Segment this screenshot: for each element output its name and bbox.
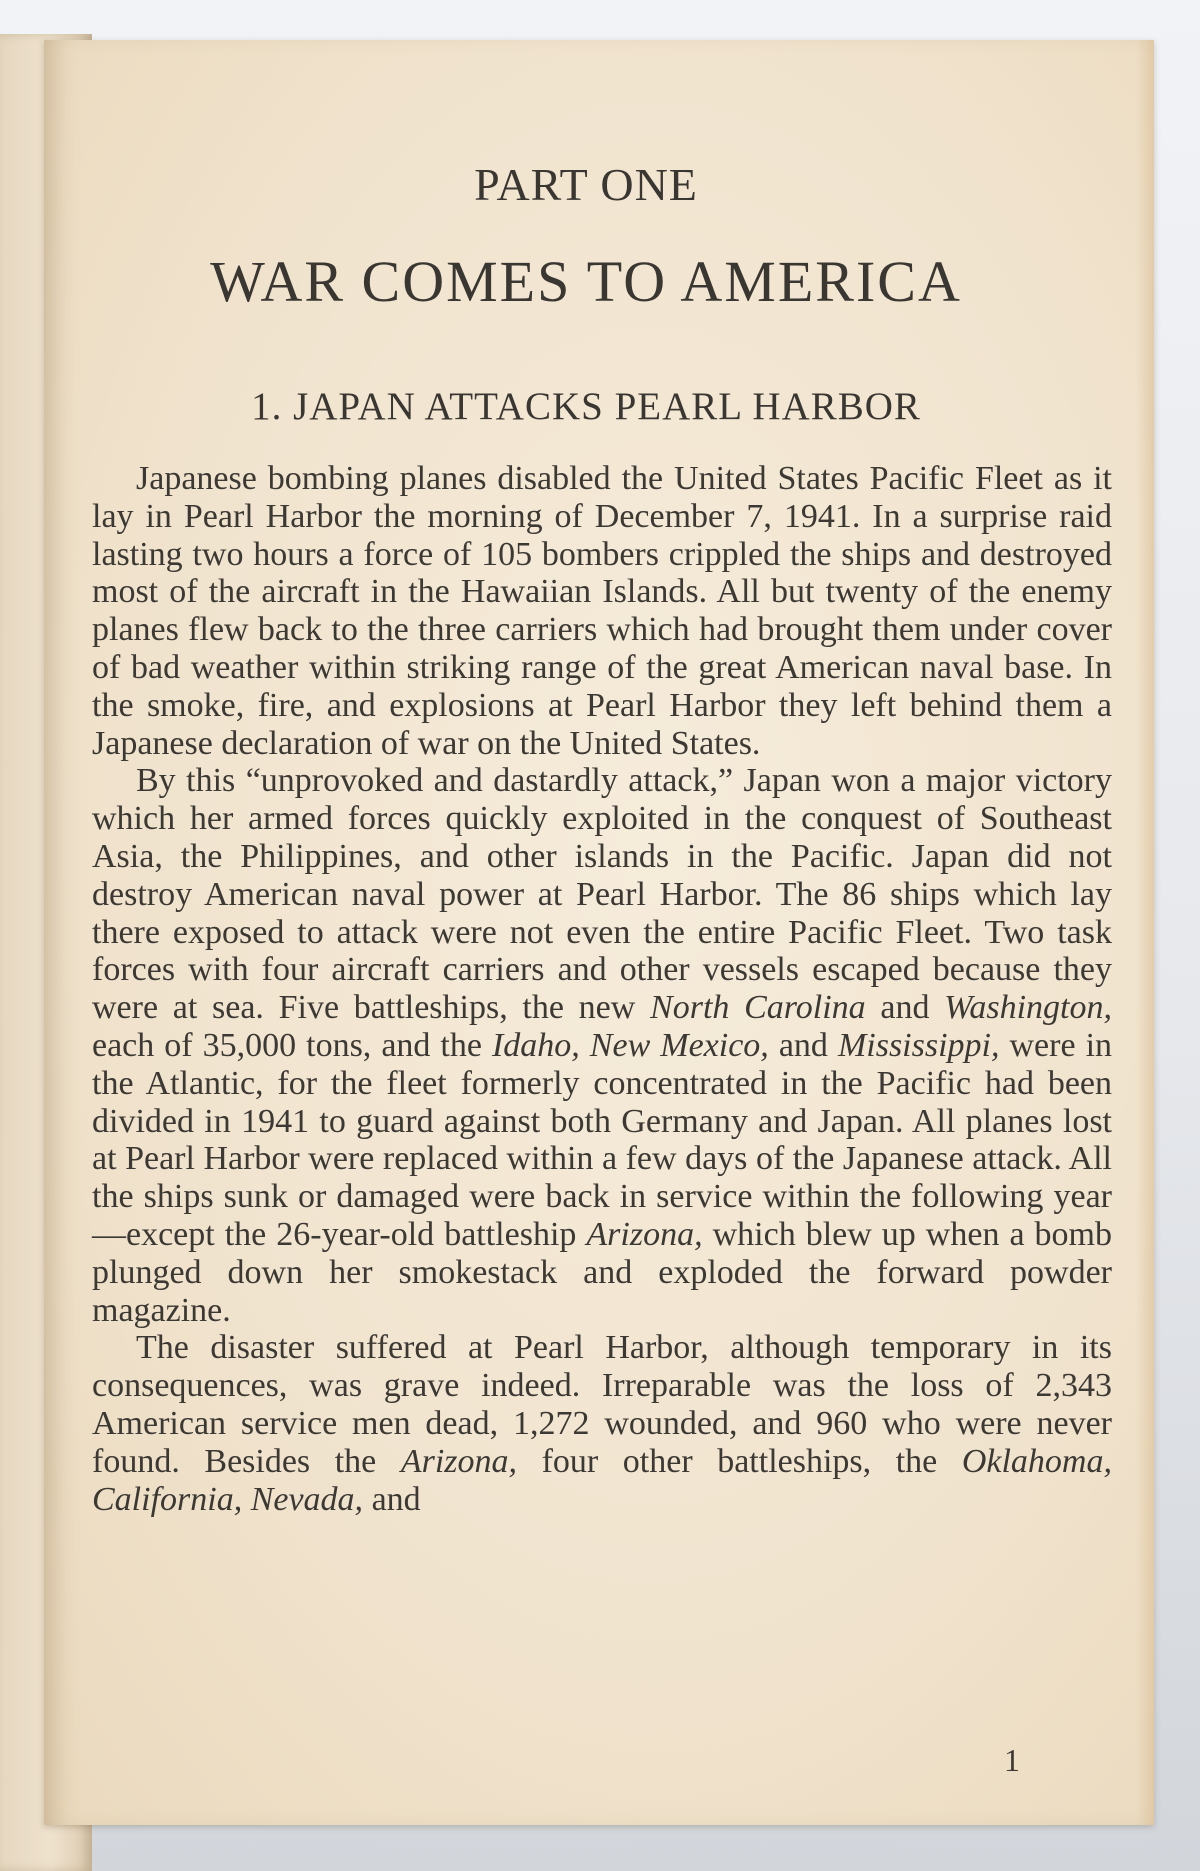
text-run: each of 35,000 tons, and the — [92, 1026, 492, 1064]
text-run: The disaster suffered at Pearl Harbor, although temporary in its consequences, was grave indeed. Irreparable was the loss of 2,343 American service men dead, 1,272 wounded, and 960 who were never found. Besides the — [92, 1329, 1112, 1480]
paragraph-1 — [92, 460, 1112, 762]
page-number: 1 — [1004, 1742, 1020, 1778]
paragraph-3 — [92, 1329, 1112, 1518]
book-page — [44, 40, 1154, 1825]
italic-ship-name: Arizona, — [586, 1215, 703, 1253]
text-run: were in the Atlantic, for the fleet formerly concentrated in the Pacific had been divided in 1941 to guard against both Germany and Japan. All planes lost at Pearl Harbor were replaced within a few days of the Japanese attack. All the ships sunk or damaged were back in service within the following year—except the 26-year-old battleship — [92, 1026, 1113, 1253]
italic-ship-name: Idaho, New Mexico, — [491, 1026, 769, 1064]
body-text — [92, 460, 1112, 1518]
page-edge-shadow — [1136, 40, 1154, 1825]
text-run: and — [865, 989, 945, 1027]
text-run: four other battleships, the — [517, 1442, 962, 1480]
part-title: PART ONE — [474, 159, 698, 210]
italic-ship-name: North Carolina — [650, 989, 866, 1027]
italic-ship-name: Arizona, — [400, 1442, 518, 1480]
text-run: Japanese bombing planes disabled the United States Pacific Fleet as it lay in Pearl Harbor the morning of December 7, 1941. In a surprise raid lasting two hours a force of 105 bombers crippled the ships and destroyed most of the aircraft in the Hawaiian Islands. All but twenty of the enemy planes flew back to the three carriers which had brought them under cover of bad weather within striking range of the great American naval base. In the smoke, fire, and explosions at Pearl Harbor they left behind them a Japanese declaration of war on the United States. — [92, 460, 1112, 762]
italic-ship-name: Mississippi, — [837, 1026, 1000, 1064]
section-title: WAR COMES TO AMERICA — [210, 249, 962, 314]
text-run: which blew up when a bomb plunged down her smokestack and exploded the forward powder magazine. — [92, 1215, 1112, 1329]
text-run: By this “unprovoked and dastardly attack,” Japan won a major victory which her armed forces quickly exploited in the conquest of Southeast Asia, the Philippines, and other islands in the Pacific. Japan did not destroy American naval power at Pearl Harbor. The 86 ships which lay there exposed to attack were not even the entire Pacific Fleet. Two task forces with four aircraft carriers and other vessels escaped because they were at sea. Five battleships, the new — [92, 762, 1112, 1027]
chapter-title: 1. JAPAN ATTACKS PEARL HARBOR — [251, 385, 921, 428]
text-run: and — [363, 1480, 421, 1518]
paragraph-2 — [92, 762, 1112, 1329]
italic-ship-name: Washington, — [944, 989, 1112, 1027]
italic-ship-name: Oklahoma, California, Nevada, — [92, 1442, 1112, 1518]
text-run: and — [768, 1026, 838, 1064]
